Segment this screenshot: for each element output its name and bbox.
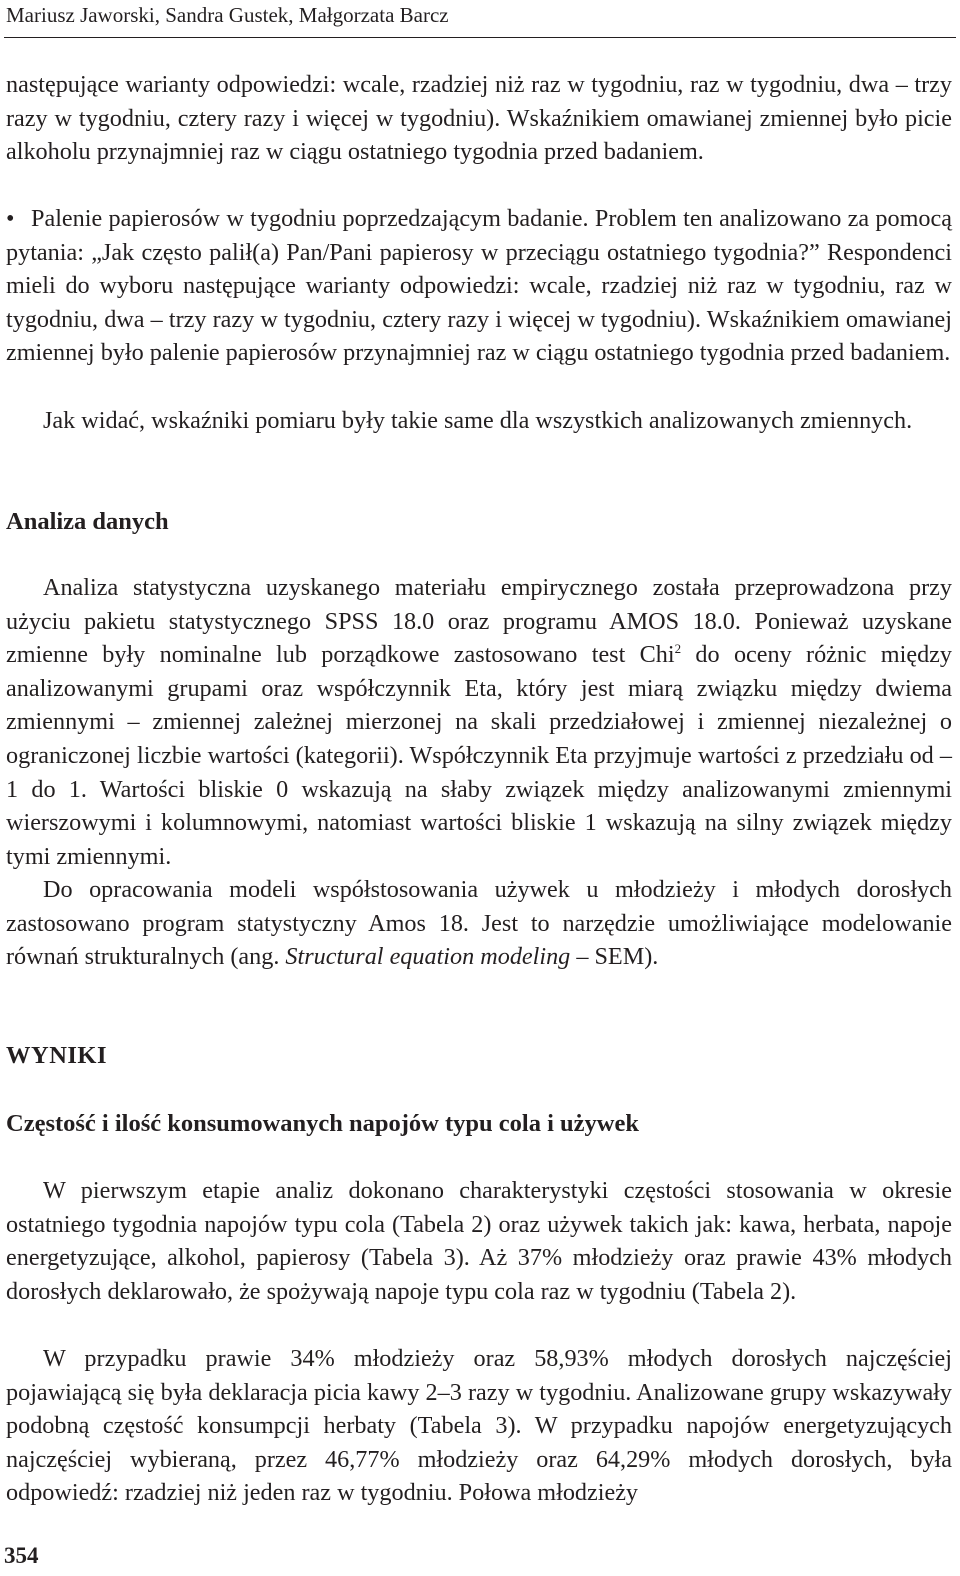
heading-analiza-danych: Analiza danych (6, 508, 169, 535)
analysis-paragraph-1-part-a: Analiza statystyczna uzyskanego materiału empirycznego została przeprowadzona przy użyciu pakietu statystycznego SPSS 18.0 oraz programu AMOS 18.0. Ponieważ uzyskane zmienne były nominalne lub porządkowe zastosowano test Chi (6, 574, 952, 669)
header-rule (4, 37, 956, 38)
sem-term: Structural equation modeling (285, 943, 571, 971)
analysis-paragraph-2-part-b: – SEM). (570, 943, 659, 971)
running-header-authors: Mariusz Jaworski, Sandra Gustek, Małgorzata Barcz (6, 3, 449, 27)
frequency-paragraph-1: W pierwszym etapie analiz dokonano charakterystyki częstości stosowania w okresie ostatniego tygodnia napojów typu cola (Tabela 2) oraz używek takich jak: kawa, herbata, napoje energetyzujące, alkohol, papierosy (Tabela 3). Aż 37% młodzieży oraz prawie 43% młodych dorosłych deklarowało, że spożywają napoje typu cola raz w tygodniu (Tabela 2). (6, 1177, 952, 1305)
analysis-paragraph-1 (6, 571, 952, 873)
bullet-item-text: Palenie papierosów w tygodniu poprzedzającym badanie. Problem ten analizowano za pomocą pytania: „Jak często palił(a) Pan/Pani papierosy w przeciągu ostatniego tygodnia?” Respondenci mieli do wyboru następujące warianty odpowiedzi: wcale, rzadziej niż raz w tygodniu, raz w tygodniu, dwa – trzy razy w tygodniu, cztery razy i więcej w tygodniu). Wskaźnikiem omawianej zmiennej było palenie papierosów przynajmniej raz w ciągu ostatniego tygodnia przed badaniem. (6, 205, 952, 367)
heading-wyniki: WYNIKI (6, 1042, 108, 1069)
analysis-paragraph-2 (6, 873, 952, 974)
continuation-paragraph: następujące warianty odpowiedzi: wcale, rzadziej niż raz w tygodniu, raz w tygodniu, dwa – trzy razy w tygodniu, cztery razy i więcej w tygodniu). Wskaźnikiem omawianej zmiennej było picie alkoholu przynajmniej raz w ciągu ostatniego tygodnia przed badaniem. (6, 71, 952, 166)
chi-square-superscript: 2 (674, 641, 682, 657)
page-number: 354 (4, 1543, 39, 1568)
bullet-icon: • (6, 205, 15, 232)
analysis-paragraph-1-part-b: do oceny różnic między analizowanymi grupami oraz współczynnik Eta, który jest miarą związku między dwiema zmiennymi – zmiennej zależnej mierzonej na skali przedziałowej i zmiennej niezależnej o ograniczonej liczbie wartości (kategorii). Współczynnik Eta przyjmuje wartości z przedziału od –1 do 1. Wartości bliskie 0 wskazują na słaby związek między analizowanymi zmiennymi wierszowymi i kolumnowymi, natomiast wartości bliskie 1 wskazują na silny związek między tymi zmiennymi. (6, 641, 952, 870)
indicators-paragraph: Jak widać, wskaźniki pomiaru były takie same dla wszystkich analizowanych zmiennych. (43, 407, 913, 434)
frequency-paragraph-2: W przypadku prawie 34% młodzieży oraz 58,93% młodych dorosłych najczęściej pojawiającą się była deklaracja picia kawy 2–3 razy w tygodniu. Analizowane grupy wskazywały podobną częstość konsumpcji herbaty (Tabela 3). W przypadku napojów energetyzujących najczęściej wybieraną, przez 46,77% młodzieży oraz 64,29% młodych dorosłych, była odpowiedź: rzadziej niż jeden raz w tygodniu. Połowa młodzieży (6, 1345, 952, 1507)
heading-frequency: Częstość i ilość konsumowanych napojów typu cola i używek (6, 1110, 639, 1137)
bullet-item-smoking (6, 202, 952, 370)
analysis-paragraph-2-part-a: Do opracowania modeli współstosowania używek u młodzieży i młodych dorosłych zastosowano program statystyczny Amos 18. Jest to narzędzie umożliwiające modelowanie równań strukturalnych (ang. (6, 876, 952, 971)
